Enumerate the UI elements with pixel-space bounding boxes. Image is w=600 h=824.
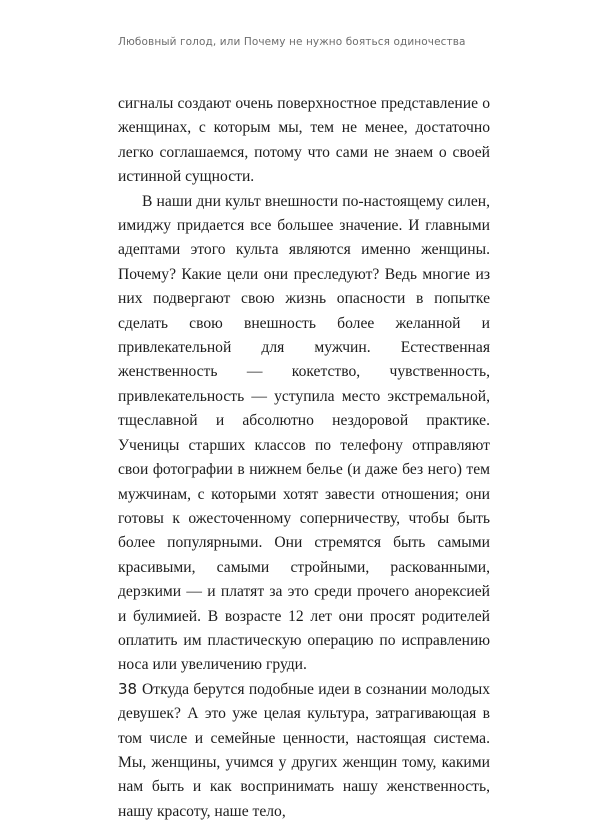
running-head: Любовный голод, или Почему не нужно бояться одиночества: [118, 36, 466, 48]
page-number: 38: [118, 680, 138, 698]
paragraph: сигналы создают очень поверхностное представление о женщинах, с которым мы, тем не менее, достаточно легко соглашаемся, потому что сами не знаем о своей истинной сущности.: [118, 95, 490, 186]
paragraph: Откуда берутся подобные идеи в сознании молодых девушек? А это уже целая культура, затрагивающая в том числе и семейные ценности, настоящая система. Мы, женщины, учимся у других женщин тому, какими нам быть и как воспринимать нашу женственность, нашу красоту, наше тело,: [118, 680, 490, 820]
paragraph: В наши дни культ внешности по-настоящему силен, имиджу придается все большее значение. И главными адептами этого культа являются именно женщины. Почему? Какие цели они преследуют? Ведь многие из них подвергают свою жизнь опасности в попытке сделать свою внешность более желанной и привлекательной для мужчин. Естественная женственность — кокетство, чувственность, привлекательность — уступила место экстремальной, тщеславной и абсолютно нездоровой практике. Ученицы старших классов по телефону отправляют свои фотографии в нижнем белье (и даже без него) тем мужчинам, с которыми хотят завести отношения; они готовы к ожесточенному соперничеству, чтобы быть более популярными. Они стремятся быть самыми красивыми, самыми стройными, раскованными, дерзкими — и платят за это среди прочего анорексией и булимией. В возрасте 12 лет они просят родителей оплатить им пластическую операцию по исправлению носа или увеличению груди.: [118, 192, 490, 674]
body-text: [118, 92, 490, 824]
